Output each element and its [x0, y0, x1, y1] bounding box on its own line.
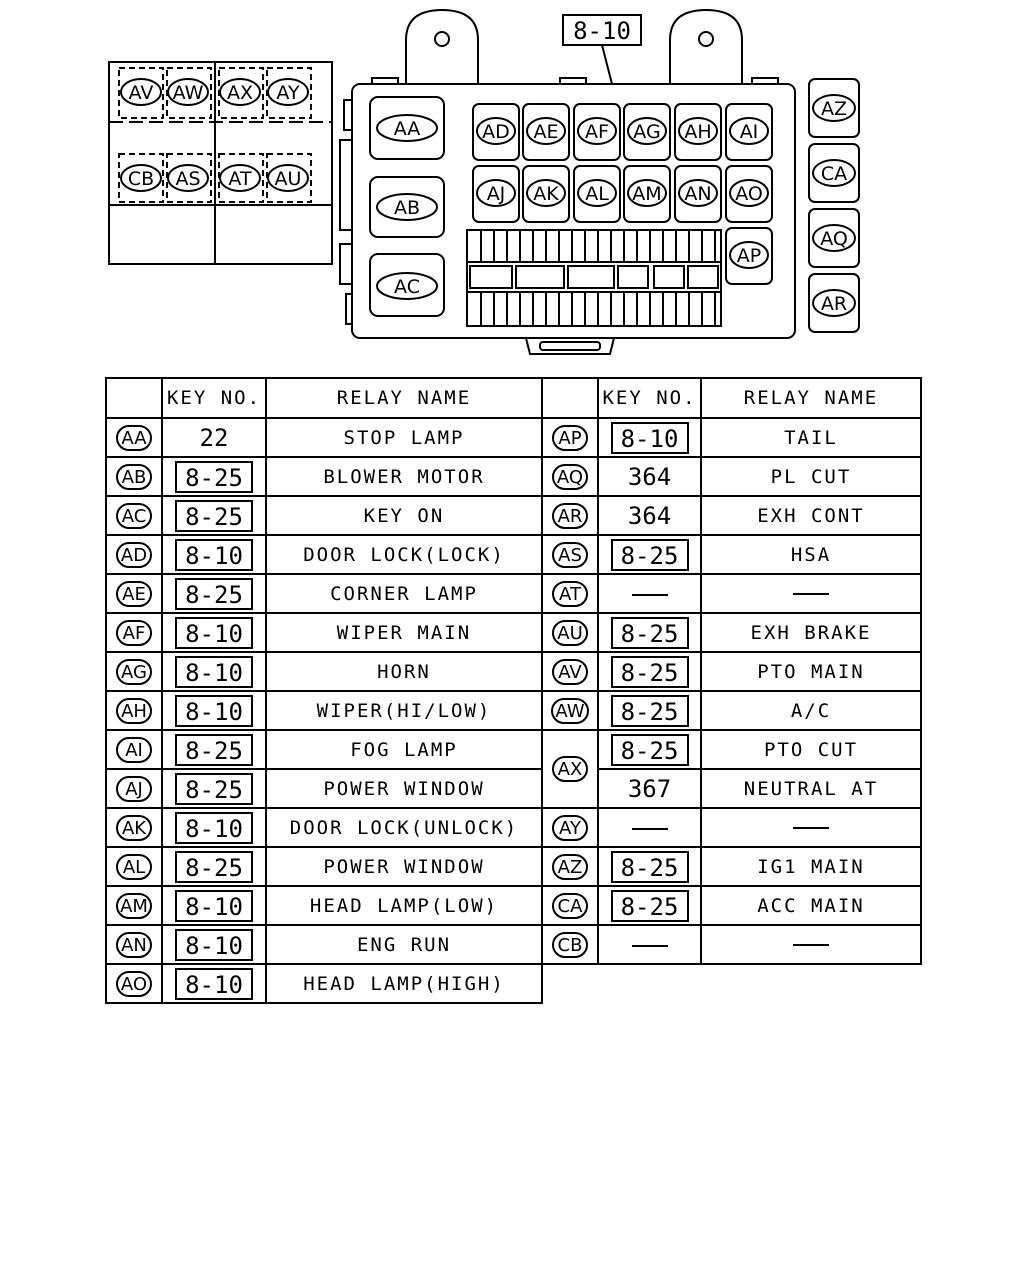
relay-id-cell [542, 886, 598, 925]
label-text: AB [393, 197, 421, 219]
relay-position-label [628, 118, 666, 144]
header-key-no-right: KEY NO. [598, 378, 701, 418]
key-no-cell [598, 418, 701, 457]
key-no-boxed: 8-25 [611, 890, 689, 922]
empty-cell [542, 964, 921, 1003]
header-id-right [542, 378, 598, 418]
key-no-boxed: 8-10 [175, 890, 253, 922]
key-no-cell [162, 847, 266, 886]
relay-id-label: AZ [552, 854, 588, 880]
relay-table-body [106, 418, 921, 1003]
label-text: AZ [820, 98, 848, 120]
header-key-no-left: KEY NO. [162, 378, 266, 418]
label-text: AS [175, 168, 201, 190]
key-no-cell [162, 886, 266, 925]
relay-position-label [730, 118, 768, 144]
relay-position-label [121, 79, 161, 105]
label-text: AV [128, 82, 154, 104]
table-row [106, 496, 921, 535]
empty-dash [793, 944, 829, 946]
key-no-cell [162, 652, 266, 691]
key-no-cell [598, 652, 701, 691]
relay-position-label [813, 225, 855, 251]
relay-name-cell: HORN [266, 652, 542, 691]
relay-position-label [121, 165, 161, 191]
relay-position-label [377, 115, 437, 141]
relay-id-cell [106, 535, 162, 574]
label-text: AR [820, 293, 848, 315]
relay-id-cell [106, 691, 162, 730]
relay-position-label [813, 290, 855, 316]
relay-name-cell: HSA [701, 535, 921, 574]
label-text: AX [226, 82, 254, 104]
relay-id-cell [106, 886, 162, 925]
relay-id-cell [542, 574, 598, 613]
key-no-boxed: 8-10 [175, 968, 253, 1000]
relay-name-cell: POWER WINDOW [266, 769, 542, 808]
header-id-left [106, 378, 162, 418]
relay-name-cell: STOP LAMP [266, 418, 542, 457]
label-text: AD [482, 121, 510, 143]
key-no-cell [598, 730, 701, 769]
relay-id-cell [106, 808, 162, 847]
key-no-boxed: 8-10 [611, 422, 689, 454]
relay-id-cell [106, 496, 162, 535]
label-text: AU [274, 168, 302, 190]
key-no-boxed: 8-25 [175, 500, 253, 532]
key-no-cell [598, 925, 701, 964]
table-row [106, 886, 921, 925]
relay-id-label: AN [116, 932, 152, 958]
empty-dash [632, 594, 668, 596]
relay-id-label: AE [116, 581, 152, 607]
label-text: AW [172, 82, 204, 104]
relay-id-cell [542, 457, 598, 496]
label-text: CA [820, 163, 848, 185]
key-no-cell [162, 769, 266, 808]
table-row [106, 769, 921, 808]
key-no-cell [162, 457, 266, 496]
key-no-boxed: 8-10 [175, 812, 253, 844]
key-no-cell [598, 613, 701, 652]
relay-id-label: AW [551, 698, 588, 724]
relay-id-cell [542, 418, 598, 457]
relay-id-cell [106, 769, 162, 808]
relay-id-label: AB [116, 464, 152, 490]
key-no-cell [598, 457, 701, 496]
empty-dash [793, 593, 829, 595]
key-no-cell [162, 964, 266, 1003]
relay-name-cell: DOOR LOCK(UNLOCK) [266, 808, 542, 847]
key-no-cell [598, 574, 701, 613]
relay-id-cell [106, 574, 162, 613]
header-relay-name-left: RELAY NAME [266, 378, 542, 418]
relay-id-cell [542, 847, 598, 886]
relay-id-label: AC [116, 503, 152, 529]
relay-name-cell: NEUTRAL AT [701, 769, 921, 808]
relay-id-label: AU [552, 620, 588, 646]
relay-box-diagram [0, 0, 1024, 370]
relay-name-cell: EXH BRAKE [701, 613, 921, 652]
table-row [106, 535, 921, 574]
key-no-cell [162, 925, 266, 964]
relay-id-cell [542, 925, 598, 964]
key-no-cell [162, 808, 266, 847]
key-no-cell [162, 574, 266, 613]
label-text: AQ [820, 228, 848, 250]
relay-position-label [168, 165, 208, 191]
relay-position-label [220, 165, 260, 191]
table-row [106, 574, 921, 613]
key-no-cell [598, 808, 701, 847]
relay-position-label [578, 180, 616, 206]
relay-id-cell [106, 613, 162, 652]
relay-id-label: AG [116, 659, 152, 685]
relay-position-label [220, 79, 260, 105]
relay-name-cell: TAIL [701, 418, 921, 457]
key-no-boxed: 8-10 [175, 656, 253, 688]
key-no-cell [598, 769, 701, 808]
label-text: AA [393, 118, 421, 140]
relay-name-cell: ACC MAIN [701, 886, 921, 925]
key-no-boxed: 8-25 [611, 734, 689, 766]
relay-id-cell [542, 691, 598, 730]
key-no-boxed: 8-25 [611, 617, 689, 649]
relay-position-label [268, 165, 308, 191]
relay-position-label [268, 79, 308, 105]
label-text: AM [632, 183, 662, 205]
key-no-boxed: 8-25 [175, 578, 253, 610]
relay-id-cell [542, 652, 598, 691]
relay-name-cell: PTO MAIN [701, 652, 921, 691]
label-text: AT [228, 168, 252, 190]
relay-id-cell [542, 613, 598, 652]
relay-id-label: AI [116, 737, 152, 763]
table-row [106, 691, 921, 730]
label-text: AL [585, 183, 609, 205]
key-no-boxed: 8-25 [611, 695, 689, 727]
relay-position-label [477, 118, 515, 144]
table-row [106, 808, 921, 847]
relay-table [105, 377, 922, 1004]
relay-position-label [477, 180, 515, 206]
relay-position-label [628, 180, 666, 206]
relay-name-cell: HEAD LAMP(LOW) [266, 886, 542, 925]
key-no-cell [162, 691, 266, 730]
key-no-boxed: 8-10 [175, 695, 253, 727]
label-text: AO [735, 183, 763, 205]
relay-id-label: AJ [116, 776, 152, 802]
label-text: AH [684, 121, 712, 143]
key-no-cell [162, 418, 266, 457]
relay-name-cell: EXH CONT [701, 496, 921, 535]
key-no-cell [598, 886, 701, 925]
relay-position-label [813, 160, 855, 186]
table-header-row [106, 378, 921, 418]
relay-id-label: AR [552, 503, 588, 529]
relay-id-label: CA [552, 893, 588, 919]
label-text: AP [736, 245, 762, 267]
relay-id-label: AD [116, 542, 152, 568]
relay-name-cell: PL CUT [701, 457, 921, 496]
empty-dash [793, 827, 829, 829]
key-no-boxed: 8-25 [611, 656, 689, 688]
label-text: AF [585, 121, 609, 143]
relay-position-label [730, 180, 768, 206]
relay-name-cell: POWER WINDOW [266, 847, 542, 886]
relay-id-label: AX [552, 756, 588, 782]
relay-id-cell [106, 964, 162, 1003]
relay-id-label: AY [552, 815, 588, 841]
relay-id-label: AL [116, 854, 152, 880]
relay-id-cell [106, 847, 162, 886]
empty-dash [632, 828, 668, 830]
relay-position-label [377, 194, 437, 220]
relay-id-cell [542, 535, 598, 574]
relay-name-cell: FOG LAMP [266, 730, 542, 769]
label-text: AI [739, 121, 759, 143]
relay-id-label: AV [552, 659, 588, 685]
key-no-boxed: 8-10 [175, 617, 253, 649]
relay-name-cell [701, 925, 921, 964]
relay-position-label [527, 118, 565, 144]
table-row [106, 457, 921, 496]
key-no-cell [598, 691, 701, 730]
relay-id-label: AT [552, 581, 588, 607]
relay-name-cell: PTO CUT [701, 730, 921, 769]
relay-position-label [377, 273, 437, 299]
relay-id-label: AO [116, 971, 152, 997]
relay-id-cell [542, 496, 598, 535]
empty-dash [632, 945, 668, 947]
key-no-cell [162, 730, 266, 769]
table-row [106, 652, 921, 691]
label-text: AE [533, 121, 559, 143]
relay-name-cell: DOOR LOCK(LOCK) [266, 535, 542, 574]
relay-id-cell [106, 457, 162, 496]
relay-id-label: AM [116, 893, 152, 919]
table-row [106, 730, 921, 769]
relay-name-cell: HEAD LAMP(HIGH) [266, 964, 542, 1003]
key-no-value: 22 [199, 423, 229, 452]
relay-name-cell: KEY ON [266, 496, 542, 535]
relay-position-label [730, 242, 768, 268]
relay-name-cell: BLOWER MOTOR [266, 457, 542, 496]
key-no-value: 364 [627, 501, 672, 530]
relay-id-cell [106, 730, 162, 769]
relay-id-cell [106, 925, 162, 964]
key-no-cell [598, 847, 701, 886]
key-no-boxed: 8-10 [175, 539, 253, 571]
key-no-cell [162, 535, 266, 574]
table-row [106, 418, 921, 457]
relay-position-label [679, 118, 717, 144]
relay-position-label [168, 79, 208, 105]
key-no-value: 367 [627, 774, 672, 803]
relay-name-cell [701, 808, 921, 847]
label-text: AY [276, 82, 300, 104]
relay-id-label: AQ [552, 464, 588, 490]
relay-name-cell: CORNER LAMP [266, 574, 542, 613]
key-no-boxed: 8-25 [611, 539, 689, 571]
label-text: AK [533, 183, 559, 205]
relay-id-cell [542, 730, 598, 808]
key-no-cell [598, 535, 701, 574]
relay-id-cell [542, 808, 598, 847]
relay-name-cell: ENG RUN [266, 925, 542, 964]
callout-label: 8-10 [573, 17, 631, 45]
label-text: AJ [486, 183, 506, 205]
table-row [106, 613, 921, 652]
table-row [106, 847, 921, 886]
relay-name-cell: IG1 MAIN [701, 847, 921, 886]
relay-id-label: AH [116, 698, 152, 724]
key-no-boxed: 8-25 [175, 851, 253, 883]
table-row [106, 964, 921, 1003]
relay-id-cell [106, 418, 162, 457]
relay-id-label: AF [116, 620, 152, 646]
key-no-value: 364 [627, 462, 672, 491]
key-no-boxed: 8-25 [175, 461, 253, 493]
label-text: CB [127, 168, 155, 190]
key-no-boxed: 8-10 [175, 929, 253, 961]
key-no-cell [162, 613, 266, 652]
relay-id-label: AK [116, 815, 152, 841]
label-text: AG [633, 121, 661, 143]
relay-position-label [578, 118, 616, 144]
relay-position-label [527, 180, 565, 206]
label-text: AN [684, 183, 712, 205]
label-text: AC [394, 276, 420, 298]
key-no-cell [598, 496, 701, 535]
relay-name-cell: A/C [701, 691, 921, 730]
relay-name-cell: WIPER MAIN [266, 613, 542, 652]
relay-id-label: CB [552, 932, 588, 958]
key-no-boxed: 8-25 [175, 773, 253, 805]
relay-name-cell: WIPER(HI/LOW) [266, 691, 542, 730]
relay-id-cell [106, 652, 162, 691]
relay-id-label: AS [552, 542, 588, 568]
relay-name-cell [701, 574, 921, 613]
relay-position-label [679, 180, 717, 206]
key-no-cell [162, 496, 266, 535]
table-row [106, 925, 921, 964]
relay-id-label: AA [116, 425, 152, 451]
header-relay-name-right: RELAY NAME [701, 378, 921, 418]
key-no-boxed: 8-25 [175, 734, 253, 766]
relay-position-label [813, 95, 855, 121]
key-no-boxed: 8-25 [611, 851, 689, 883]
relay-id-label: AP [552, 425, 588, 451]
